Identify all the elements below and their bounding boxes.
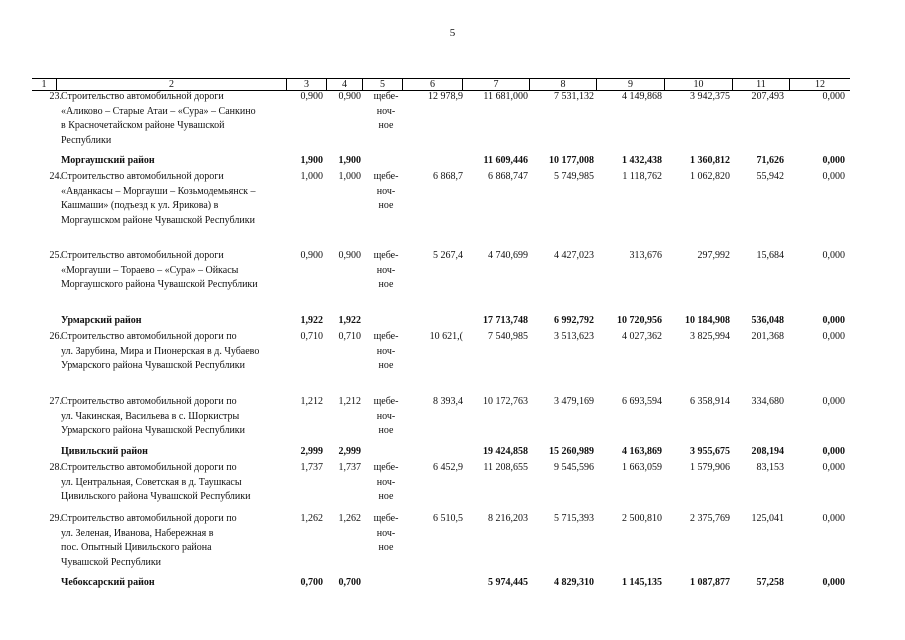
cell-c12: 0,000 [822, 155, 845, 166]
cell-c10: 3 955,675 [690, 446, 730, 457]
cell-c4: 1,922 [338, 315, 361, 326]
cell-c6: 8 393,4 [433, 396, 463, 407]
cell-c3: 1,900 [300, 155, 323, 166]
cell-c5: щебе- ноч- ное [373, 396, 399, 436]
cell-c7: 7 540,985 [488, 331, 528, 342]
cell-c9: 1 118,762 [622, 171, 662, 182]
cell-c9: 4 149,868 [622, 91, 662, 102]
cell-c9: 4 163,869 [622, 446, 662, 457]
cell-c6: 5 267,4 [433, 250, 463, 261]
cell-c9: 4 027,362 [622, 331, 662, 342]
cell-c3: 0,900 [300, 250, 323, 261]
cell-name: Строительство автомобильной дороги «Авданкасы – Моргауши – Козьмодемьянск – Кашмаши» (подъезд к ул. Ярикова) в Моргаушском районе Чувашской Республики [61, 171, 256, 226]
cell-c6: 10 621,( [429, 331, 463, 342]
cell-c12: 0,000 [822, 315, 845, 326]
cell-c8: 6 992,792 [554, 315, 594, 326]
cell-c8: 5 715,393 [554, 513, 594, 524]
cell-c6: 6 510,5 [433, 513, 463, 524]
cell-c6: 6 868,7 [433, 171, 463, 182]
cell-c4: 1,900 [338, 155, 361, 166]
cell-c11: 83,153 [756, 462, 784, 473]
cell-c11: 57,258 [756, 577, 784, 588]
cell-c12: 0,000 [822, 331, 845, 342]
cell-c4: 0,900 [338, 250, 361, 261]
cell-c12: 0,000 [822, 513, 845, 524]
cell-c3: 1,212 [300, 396, 323, 407]
cell-c12: 0,000 [822, 446, 845, 457]
cell-c11: 71,626 [756, 155, 784, 166]
cell-c8: 4 829,310 [554, 577, 594, 588]
cell-c8: 5 749,985 [554, 171, 594, 182]
cell-num: 25. [49, 250, 62, 261]
cell-c4: 1,000 [338, 171, 361, 182]
page-number: 5 [449, 27, 456, 39]
cell-c7: 11 609,446 [483, 155, 528, 166]
cell-c9: 2 500,810 [622, 513, 662, 524]
cell-num: 24. [49, 171, 62, 182]
cell-c6: 6 452,9 [433, 462, 463, 473]
cell-c4: 0,700 [338, 577, 361, 588]
column-header: 12 [815, 79, 825, 90]
cell-num: 28. [49, 462, 62, 473]
column-header: 10 [665, 79, 733, 90]
cell-c12: 0,000 [822, 577, 845, 588]
cell-c11: 536,048 [751, 315, 784, 326]
cell-c9: 10 720,956 [617, 315, 662, 326]
cell-c7: 4 740,699 [488, 250, 528, 261]
cell-c10: 6 358,914 [690, 396, 730, 407]
cell-name: Моргаушский район [61, 155, 155, 166]
cell-c10: 3 942,375 [690, 91, 730, 102]
cell-c10: 10 184,908 [685, 315, 730, 326]
column-header: 6 [403, 79, 463, 90]
cell-c9: 1 432,438 [622, 155, 662, 166]
cell-c7: 17 713,748 [483, 315, 528, 326]
cell-c11: 201,368 [751, 331, 784, 342]
cell-name: Строительство автомобильной дороги «Аликово – Старые Атаи – «Сура» – Санкино в Красночетайском районе Чувашской Республики [61, 91, 256, 146]
cell-c11: 55,942 [756, 171, 784, 182]
column-header: 7 [463, 79, 530, 90]
cell-c4: 2,999 [338, 446, 361, 457]
cell-c4: 1,262 [338, 513, 361, 524]
cell-name: Строительство автомобильной дороги по ул. Зарубина, Мира и Пионерская в д. Чубаево Урмарского района Чувашской Республики [61, 331, 260, 371]
cell-c8: 4 427,023 [554, 250, 594, 261]
cell-c3: 1,922 [300, 315, 323, 326]
cell-c3: 2,999 [300, 446, 323, 457]
column-header: 8 [530, 79, 597, 90]
cell-num: 27. [49, 396, 62, 407]
cell-c10: 3 825,994 [690, 331, 730, 342]
cell-c12: 0,000 [822, 91, 845, 102]
cell-c8: 10 177,008 [549, 155, 594, 166]
cell-c7: 6 868,747 [488, 171, 528, 182]
cell-c3: 0,900 [300, 91, 323, 102]
cell-c3: 1,262 [300, 513, 323, 524]
cell-c5: щебе- ноч- ное [373, 513, 399, 553]
cell-c10: 1 360,812 [690, 155, 730, 166]
cell-c12: 0,000 [822, 396, 845, 407]
cell-name: Цивильский район [61, 446, 148, 457]
cell-name: Чебоксарский район [61, 577, 155, 588]
cell-c8: 15 260,989 [549, 446, 594, 457]
column-header: 5 [363, 79, 403, 90]
cell-c7: 5 974,445 [488, 577, 528, 588]
cell-c6: 12 978,9 [428, 91, 463, 102]
cell-c12: 0,000 [822, 250, 845, 261]
cell-c4: 1,212 [338, 396, 361, 407]
cell-c10: 1 579,906 [690, 462, 730, 473]
cell-name: Строительство автомобильной дороги по ул. Зеленая, Иванова, Набережная в пос. Опытный Цивильского района Чувашской Республики [61, 513, 237, 568]
cell-c7: 8 216,203 [488, 513, 528, 524]
column-header: 11 [733, 79, 790, 90]
cell-c4: 1,737 [338, 462, 361, 473]
cell-name: Строительство автомобильной дороги по ул. Центральная, Советская в д. Таушкасы Цивильского района Чувашской Республики [61, 462, 251, 502]
cell-c10: 2 375,769 [690, 513, 730, 524]
cell-c9: 1 663,059 [622, 462, 662, 473]
column-header: 9 [597, 79, 665, 90]
cell-c5: щебе- ноч- ное [373, 91, 399, 131]
cell-c5: щебе- ноч- ное [373, 250, 399, 290]
column-header: 2 [57, 79, 287, 90]
cell-c10: 1 087,877 [690, 577, 730, 588]
cell-c3: 1,737 [300, 462, 323, 473]
cell-c11: 208,194 [751, 446, 784, 457]
cell-c11: 15,684 [756, 250, 784, 261]
column-header: 1 [32, 79, 57, 90]
cell-c10: 297,992 [697, 250, 730, 261]
cell-name: Строительство автомобильной дороги «Моргауши – Тораево – «Сура» – Ойкасы Моргаушского района Чувашской Республики [61, 250, 258, 290]
cell-c7: 11 681,000 [483, 91, 528, 102]
cell-c4: 0,710 [338, 331, 361, 342]
cell-c9: 6 693,594 [622, 396, 662, 407]
cell-c12: 0,000 [822, 171, 845, 182]
cell-c8: 9 545,596 [554, 462, 594, 473]
cell-c7: 19 424,858 [483, 446, 528, 457]
cell-c9: 1 145,135 [622, 577, 662, 588]
cell-c3: 1,000 [300, 171, 323, 182]
cell-c11: 125,041 [751, 513, 784, 524]
cell-c3: 0,710 [300, 331, 323, 342]
cell-c4: 0,900 [338, 91, 361, 102]
cell-c7: 10 172,763 [483, 396, 528, 407]
cell-c8: 3 513,623 [554, 331, 594, 342]
cell-c10: 1 062,820 [690, 171, 730, 182]
cell-c12: 0,000 [822, 462, 845, 473]
cell-c9: 313,676 [629, 250, 662, 261]
cell-name: Урмарский район [61, 315, 142, 326]
cell-name: Строительство автомобильной дороги по ул. Чакинская, Васильева в с. Шоркистры Урмарского района Чувашской Республики [61, 396, 246, 436]
cell-c11: 334,680 [751, 396, 784, 407]
cell-c5: щебе- ноч- ное [373, 462, 399, 502]
cell-c5: щебе- ноч- ное [373, 171, 399, 211]
column-header: 3 [287, 79, 327, 90]
cell-c3: 0,700 [300, 577, 323, 588]
cell-num: 26. [49, 331, 62, 342]
cell-num: 23. [49, 91, 62, 102]
cell-c8: 3 479,169 [554, 396, 594, 407]
column-header: 4 [327, 79, 363, 90]
cell-c11: 207,493 [751, 91, 784, 102]
cell-c7: 11 208,655 [483, 462, 528, 473]
cell-num: 29. [49, 513, 62, 524]
cell-c5: щебе- ноч- ное [373, 331, 399, 371]
cell-c8: 7 531,132 [554, 91, 594, 102]
